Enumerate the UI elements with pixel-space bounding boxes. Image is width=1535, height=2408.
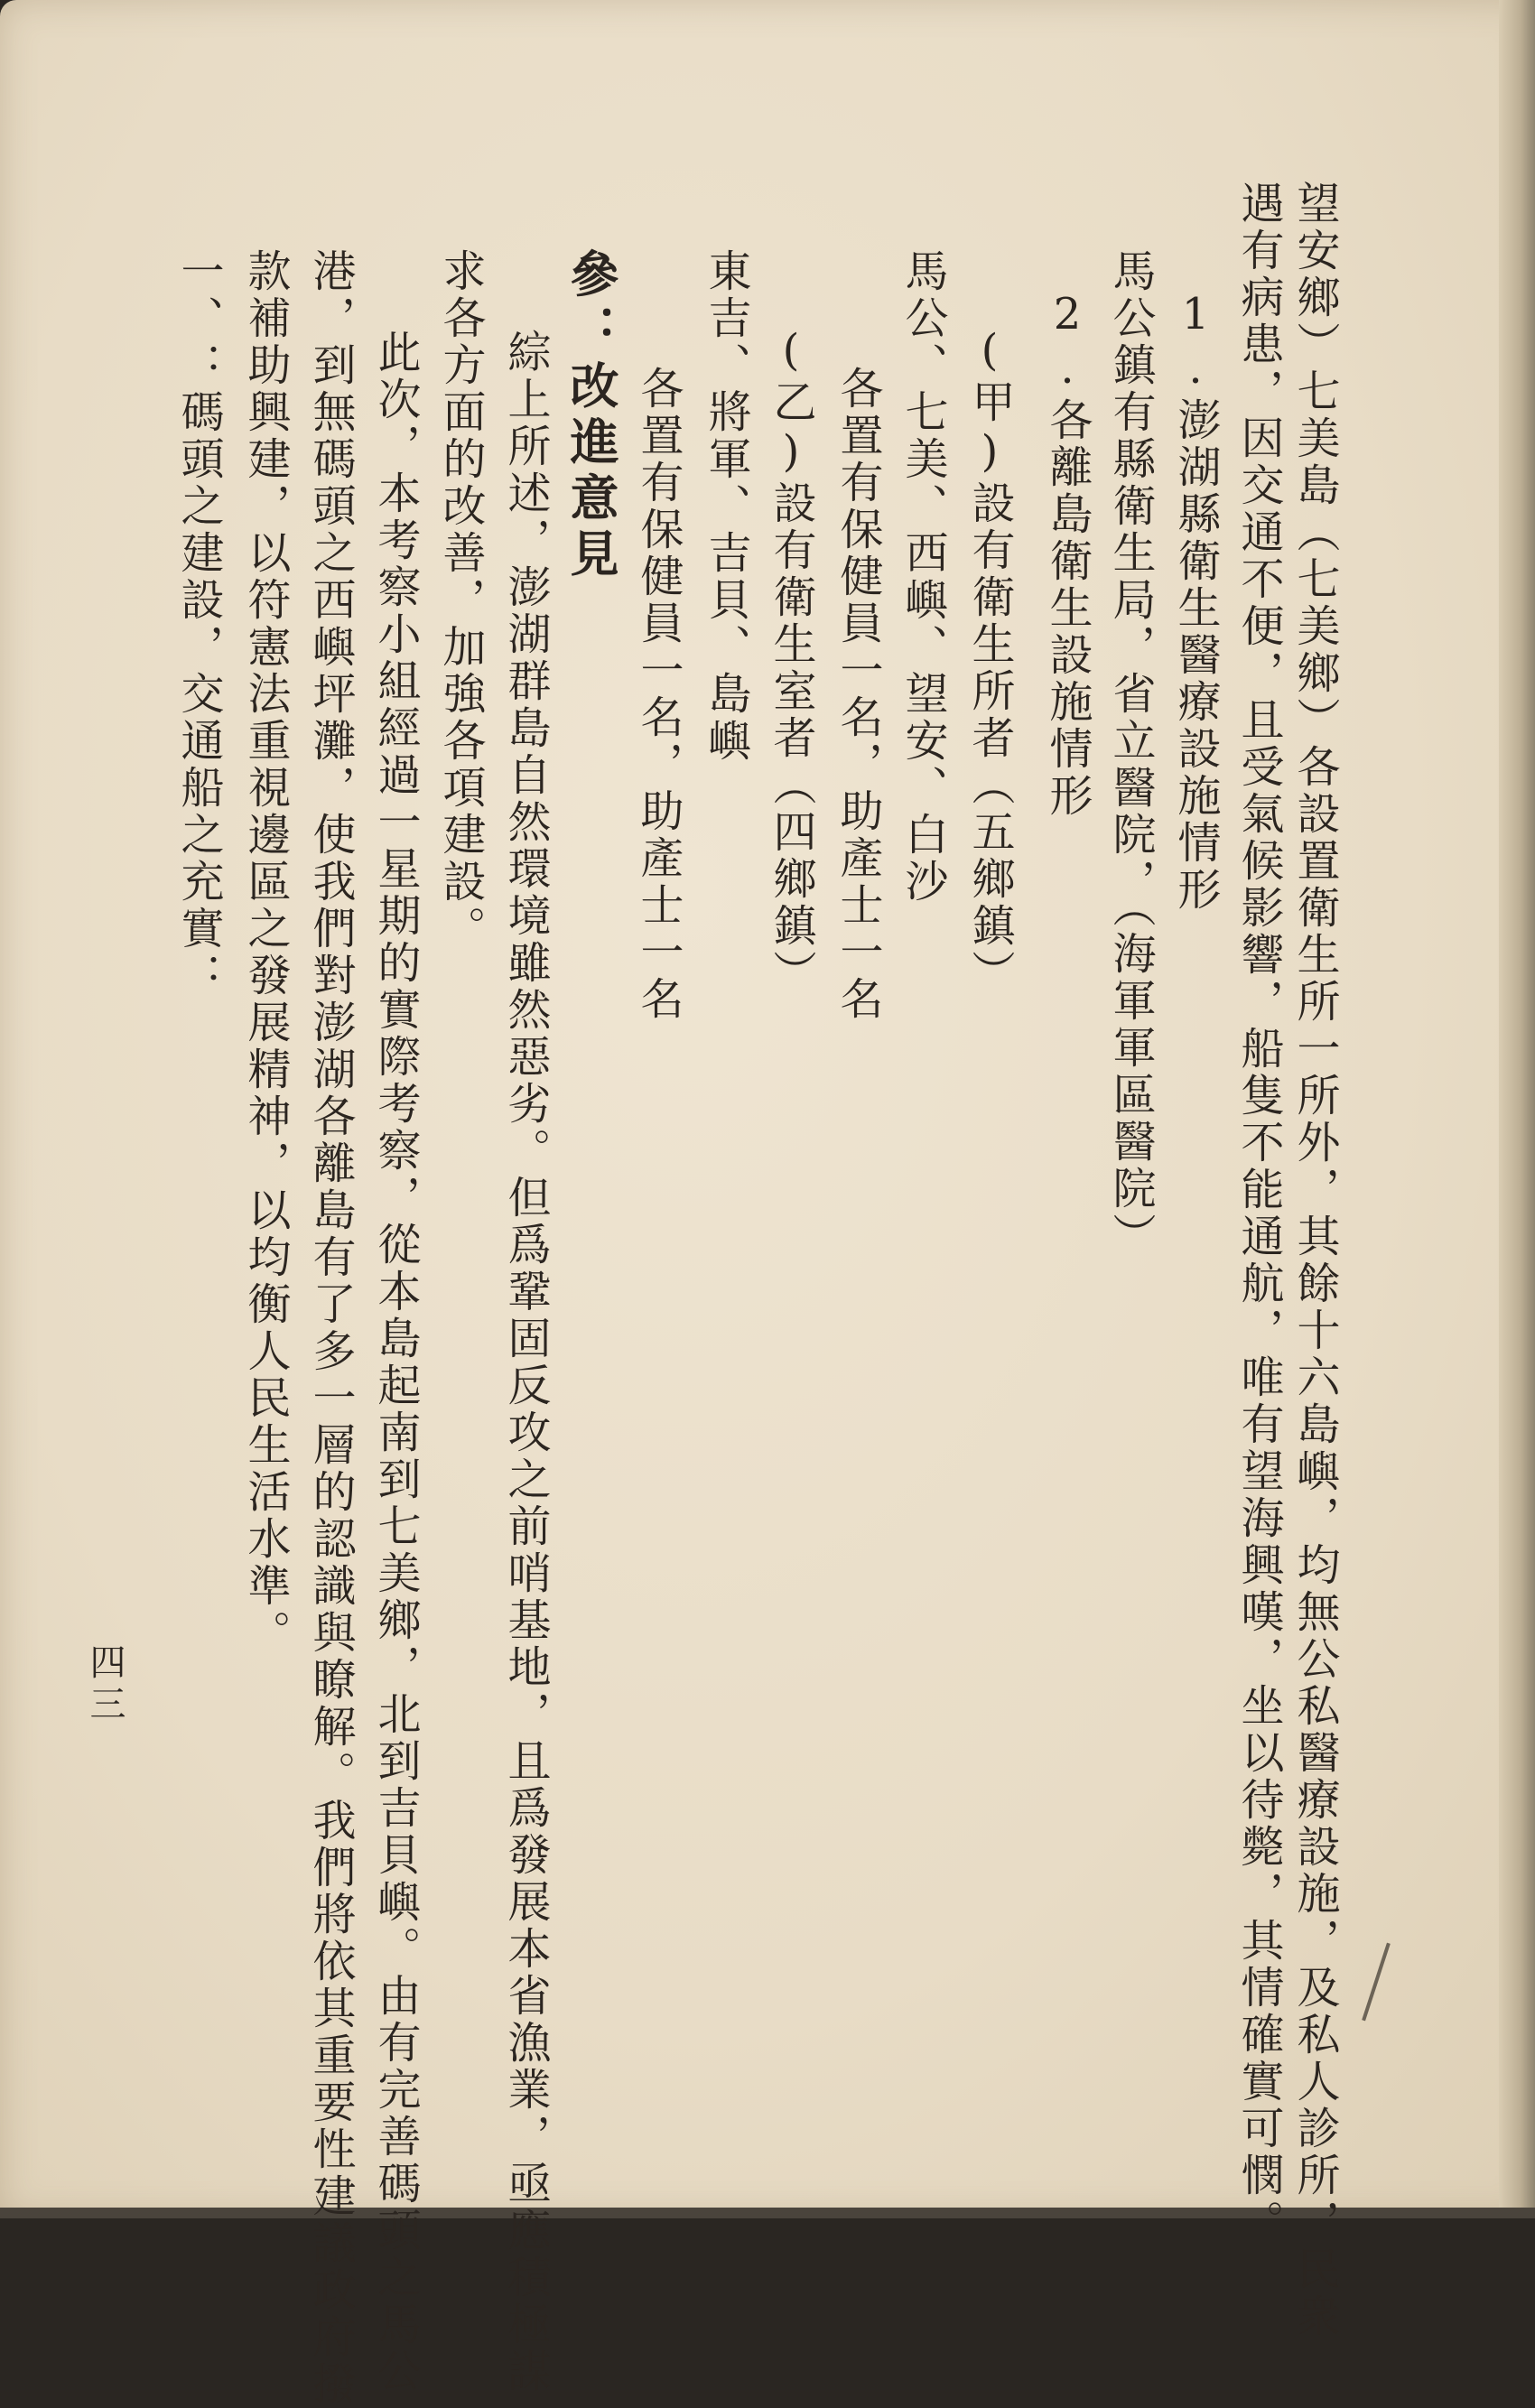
text-column: (甲)設有衛生所者（五鄉鎮） xyxy=(968,325,1011,997)
page-edge xyxy=(1499,0,1535,2218)
text-column: 東吉、將軍、吉貝、島嶼 xyxy=(704,248,748,765)
section-subheading: 2.各離島衛生設施情形 xyxy=(1046,289,1089,820)
text-column: 求各方面的改善，加強各項建設。 xyxy=(439,248,482,953)
text-column: 各置有保健員一名，助產士一名 xyxy=(637,366,680,1023)
page-number: 四三 xyxy=(79,1643,131,1726)
text-column: 馬公、七美、西嶼、望安、白沙 xyxy=(901,248,944,906)
text-column: 馬公鎮有縣衛生局，省立醫院，（海軍軍區醫院） xyxy=(1109,248,1152,1260)
section-heading: 參：改進意見 xyxy=(567,248,616,584)
section-subheading: 1.澎湖縣衛生醫療設施情形 xyxy=(1174,289,1217,914)
text-column: (乙)設有衛生室者（四鄉鎮） xyxy=(769,325,813,997)
text-column: 一、：碼頭之建設，交通船之充實： xyxy=(177,248,220,999)
text-column: 款補助興建，以符憲法重視邊區之發展精神，以均衡人民生活水準。 xyxy=(244,248,287,1657)
text-column: 港，到無碼頭之西嶼坪灘，使我們對澎湖各離島有了多一層的認識與瞭解。我們將依其重要性建議政府撥 xyxy=(309,248,352,2408)
text-column: 各置有保健員一名，助產士一名 xyxy=(836,366,879,1023)
text-column: 綜上所述，澎湖群島自然環境雖然惡劣。但爲鞏固反攻之前哨基地，且爲發展本省漁業，亟應積極謀 xyxy=(504,330,547,2395)
text-column: 此次，本考察小組經過一星期的實際考察，從本島起南到七美鄉，北到吉貝嶼。由有完善碼頭之馬公 xyxy=(374,330,417,2395)
text-column: 望安鄉）七美島（七美鄉）各設置衛生所一所外，其餘十六島嶼，均無公私醫療設施，及私人診所，民衆 xyxy=(1293,181,1336,2340)
text-column: 遇有病患，因交通不便，且受氣候影響，船隻不能通航，唯有望海興嘆，坐以待斃，其情確實可憫。 xyxy=(1237,181,1280,2246)
